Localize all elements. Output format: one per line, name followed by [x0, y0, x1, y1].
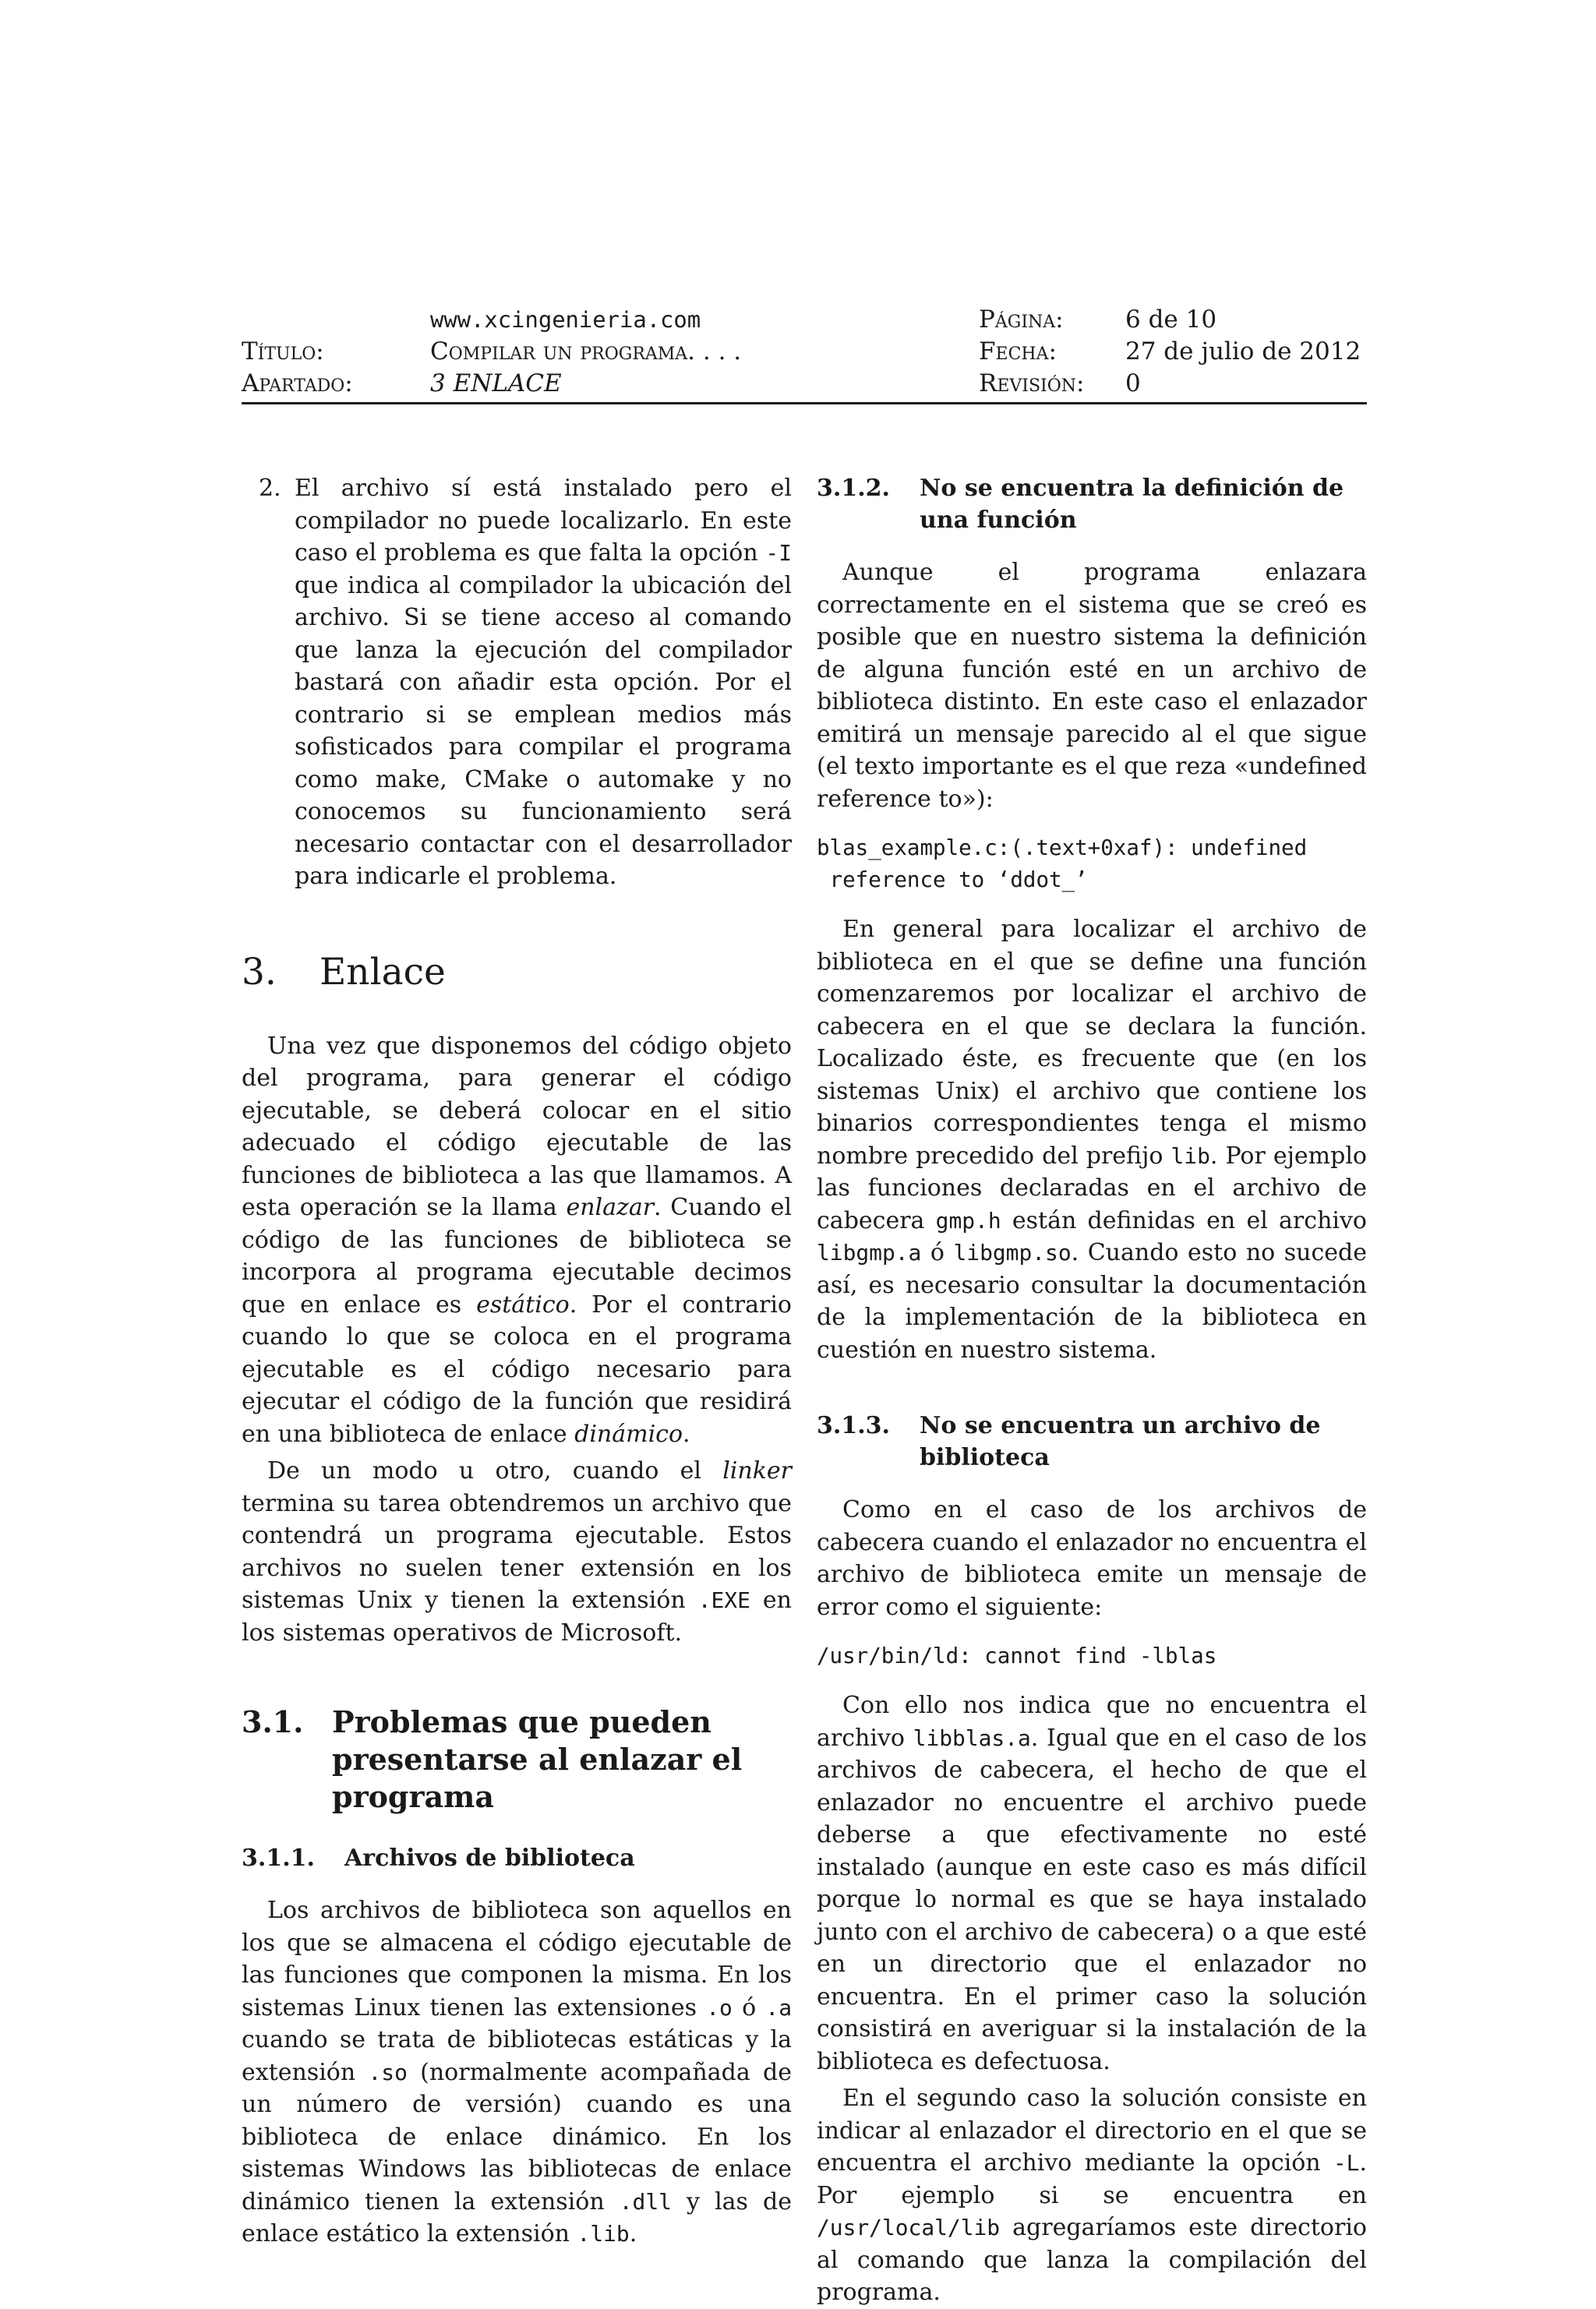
revision-label: Revisión:	[979, 369, 1085, 397]
text-run: En general para localizar el archivo de biblioteca en el que se define una función comenzaremos por localizar el archivo de cabecera en el que se declara la función. Localizado éste, es frecuente que (en los sistemas Unix) el archivo que contiene los binarios correspondientes tenga el mismo nombre precedido del prefijo	[817, 916, 1367, 1170]
text-run: y las de enlace estático la extensión	[242, 2187, 793, 2247]
apartado-value: 3 ENLACE	[430, 369, 562, 397]
code-run: -I	[765, 540, 792, 566]
text-run: termina su tarea obtendremos un archivo que contendrá un programa ejecutable. Estos archivos no suelen tener extensión en los sistemas Unix y tienen la extensión	[242, 1489, 792, 1614]
subsection-heading	[242, 1704, 792, 1816]
emphasis: enlazar	[566, 1194, 655, 1221]
text-run: El archivo sí está instalado pero el compilador no puede localizarlo. En este caso el problema es que falta la opción	[295, 475, 792, 567]
text-run: . Por ejemplo las funciones declaradas en el archivo de cabecera	[817, 1142, 1367, 1234]
subsubsection-title: Archivos de biblioteca	[344, 1845, 635, 1872]
text-run: .	[629, 2220, 637, 2247]
subsubsection-number: 3.1.1.	[242, 1845, 315, 1872]
pagina-value: 6 de 10	[1125, 305, 1217, 334]
subsubsection-number: 3.1.3.	[817, 1412, 890, 1439]
emphasis: estático	[476, 1290, 570, 1319]
text-run: De un modo u otro, cuando el	[267, 1457, 723, 1485]
text-run: En el segundo caso la solución consiste en indicar al enlazador el directorio en el que se encuentra el archivo mediante la opción	[817, 2085, 1367, 2177]
emphasis: dinámico	[574, 1420, 683, 1448]
paragraph	[817, 1689, 1367, 2078]
text-run: están definidas en el archivo	[1001, 1206, 1367, 1234]
code-run: gmp.h	[935, 1207, 1001, 1234]
subsubsection-title: No se encuentra la definición de una función	[920, 475, 1344, 534]
text-run: . Por el contrario cuando lo que se coloca en el programa ejecutable es el código necesario para ejecutar el código de la función que residirá en una biblioteca de enlace	[242, 1290, 792, 1448]
subsubsection-heading	[817, 472, 1367, 536]
code-run: .dll	[619, 2188, 672, 2215]
paragraph	[242, 1030, 792, 1451]
code-run: libgmp.so	[953, 1240, 1072, 1266]
revision-value: 0	[1125, 369, 1141, 397]
text-run: . Cuando el código de las funciones de biblioteca se incorpora al programa ejecutable decimos que en enlace es	[242, 1194, 792, 1319]
text-run: Los archivos de biblioteca son aquellos en los que se almacena el código ejecutable de las funciones que componen la misma. En los sistemas Linux tienen las extensiones	[242, 1897, 792, 2021]
text-run: Con ello nos indica que no encuentra el archivo	[817, 1692, 1367, 1752]
code-run: libgmp.a	[817, 1240, 922, 1266]
enum-number: 2.	[259, 475, 281, 502]
subsection-number: 3.1.	[242, 1704, 304, 1739]
titulo-label: Título:	[242, 337, 324, 365]
emphasis: linker	[722, 1457, 792, 1485]
code-block: /usr/bin/ld: cannot find -lblas	[817, 1643, 1217, 1668]
subsection-title: Problemas que pueden presentarse al enlazar el programa	[332, 1704, 743, 1814]
code-run: -L	[1333, 2150, 1360, 2176]
paragraph	[242, 1455, 792, 1649]
section-heading	[242, 951, 792, 994]
text-run: ó	[921, 1239, 954, 1266]
subsubsection-heading	[817, 1410, 1367, 1474]
text-run: . Cuando esto no sucede así, es necesario consultar la documentación de la implementación de la biblioteca en cuestión en nuestro sistema.	[817, 1239, 1368, 1364]
fecha-value: 27 de julio de 2012	[1125, 337, 1361, 365]
text-run: (normalmente acompañada de un número de versión) cuando es una biblioteca de enlace dinámico. En los sistemas Windows las bibliotecas de enlace dinámico tienen la extensión	[242, 2058, 792, 2215]
subsubsection-title: No se encuentra un archivo de biblioteca	[920, 1412, 1321, 1471]
text-run: agregaríamos este directorio al comando que lanza la compilación del programa.	[817, 2214, 1367, 2306]
code-run: .lib	[577, 2221, 630, 2247]
code-run: libblas.a	[913, 1725, 1031, 1751]
code-run: lib	[1171, 1142, 1210, 1169]
text-run: en los sistemas operativos de Microsoft.	[242, 1587, 792, 1647]
apartado-label: Apartado:	[242, 369, 353, 397]
paragraph	[817, 2082, 1367, 2309]
text-run: ó	[732, 1993, 766, 2021]
paragraph	[242, 1894, 792, 2251]
header-rule	[242, 402, 1367, 404]
subsubsection-heading	[242, 1842, 792, 1874]
website-url[interactable]: www.xcingenieria.com	[430, 306, 701, 333]
right-column	[817, 472, 1367, 2309]
paragraph	[817, 913, 1367, 1366]
section-number: 3.	[242, 950, 277, 994]
text-run: Una vez que disponemos del código objeto del programa, para generar el código ejecutable, se deberá colocar en el sitio adecuado el código ejecutable de las funciones de biblioteca a las que llamamos. A esta operación se la llama	[242, 1032, 792, 1221]
left-column	[242, 472, 792, 2251]
page-header	[242, 304, 1367, 400]
enum-text	[295, 472, 792, 893]
paragraph: Como en el caso de los archivos de cabecera cuando el enlazador no encuentra el archivo de biblioteca emite un mensaje de error como el siguiente:	[817, 1496, 1367, 1621]
fecha-label: Fecha:	[979, 337, 1057, 365]
titulo-value: Compilar un programa. . . .	[430, 337, 742, 365]
code-run: .a	[765, 1994, 792, 2021]
section-title: Enlace	[320, 950, 446, 994]
enum-item-2	[242, 472, 792, 893]
text-run: cuando se trata de bibliotecas estáticas y la extensión	[242, 2026, 792, 2086]
code-run: .EXE	[697, 1587, 750, 1613]
code-run: /usr/local/lib	[817, 2215, 1001, 2240]
subsubsection-number: 3.1.2.	[817, 475, 890, 502]
paragraph: Aunque el programa enlazara correctamente en el sistema que se creó es posible que en nuestro sistema la definición de alguna función esté en un archivo de biblioteca distinto. En este caso el enlazador emitirá un mensaje parecido al el que sigue (el texto importante es el que reza «undefined reference to»):	[817, 559, 1367, 813]
text-run: . Igual que en el caso de los archivos de cabecera, el hecho de que el enlazador no encuentre el archivo puede deberse a que efectivamente no esté instalado (aunque en este caso es más difícil porque lo normal es que se haya instalado junto con el archivo de cabecera) o a que esté en un directorio que el enlazador no encuentra. En el primer caso la solución consistirá en averiguar si la instalación de la biblioteca es defectuosa.	[817, 1724, 1367, 2075]
code-run: .o	[706, 1994, 733, 2021]
code-block: blas_example.c:(.text+0xaf): undefined reference to ‘ddot_’	[817, 835, 1308, 892]
code-run: .so	[368, 2059, 408, 2085]
text-run: que indica al compilador la ubicación del archivo. Si se tiene acceso al comando que lanza la ejecución del compilador bastará con añadir esta opción. Por el contrario si se emplean medios más sofisticados para compilar el programa como make, CMake o automake y no conocemos su funcionamiento será necesario contactar con el desarrollador para indicarle el problema.	[295, 571, 792, 890]
pagina-label: Página:	[979, 305, 1064, 334]
text-run: . Por ejemplo si se encuentra en	[817, 2149, 1367, 2209]
text-run: .	[683, 1420, 690, 1448]
